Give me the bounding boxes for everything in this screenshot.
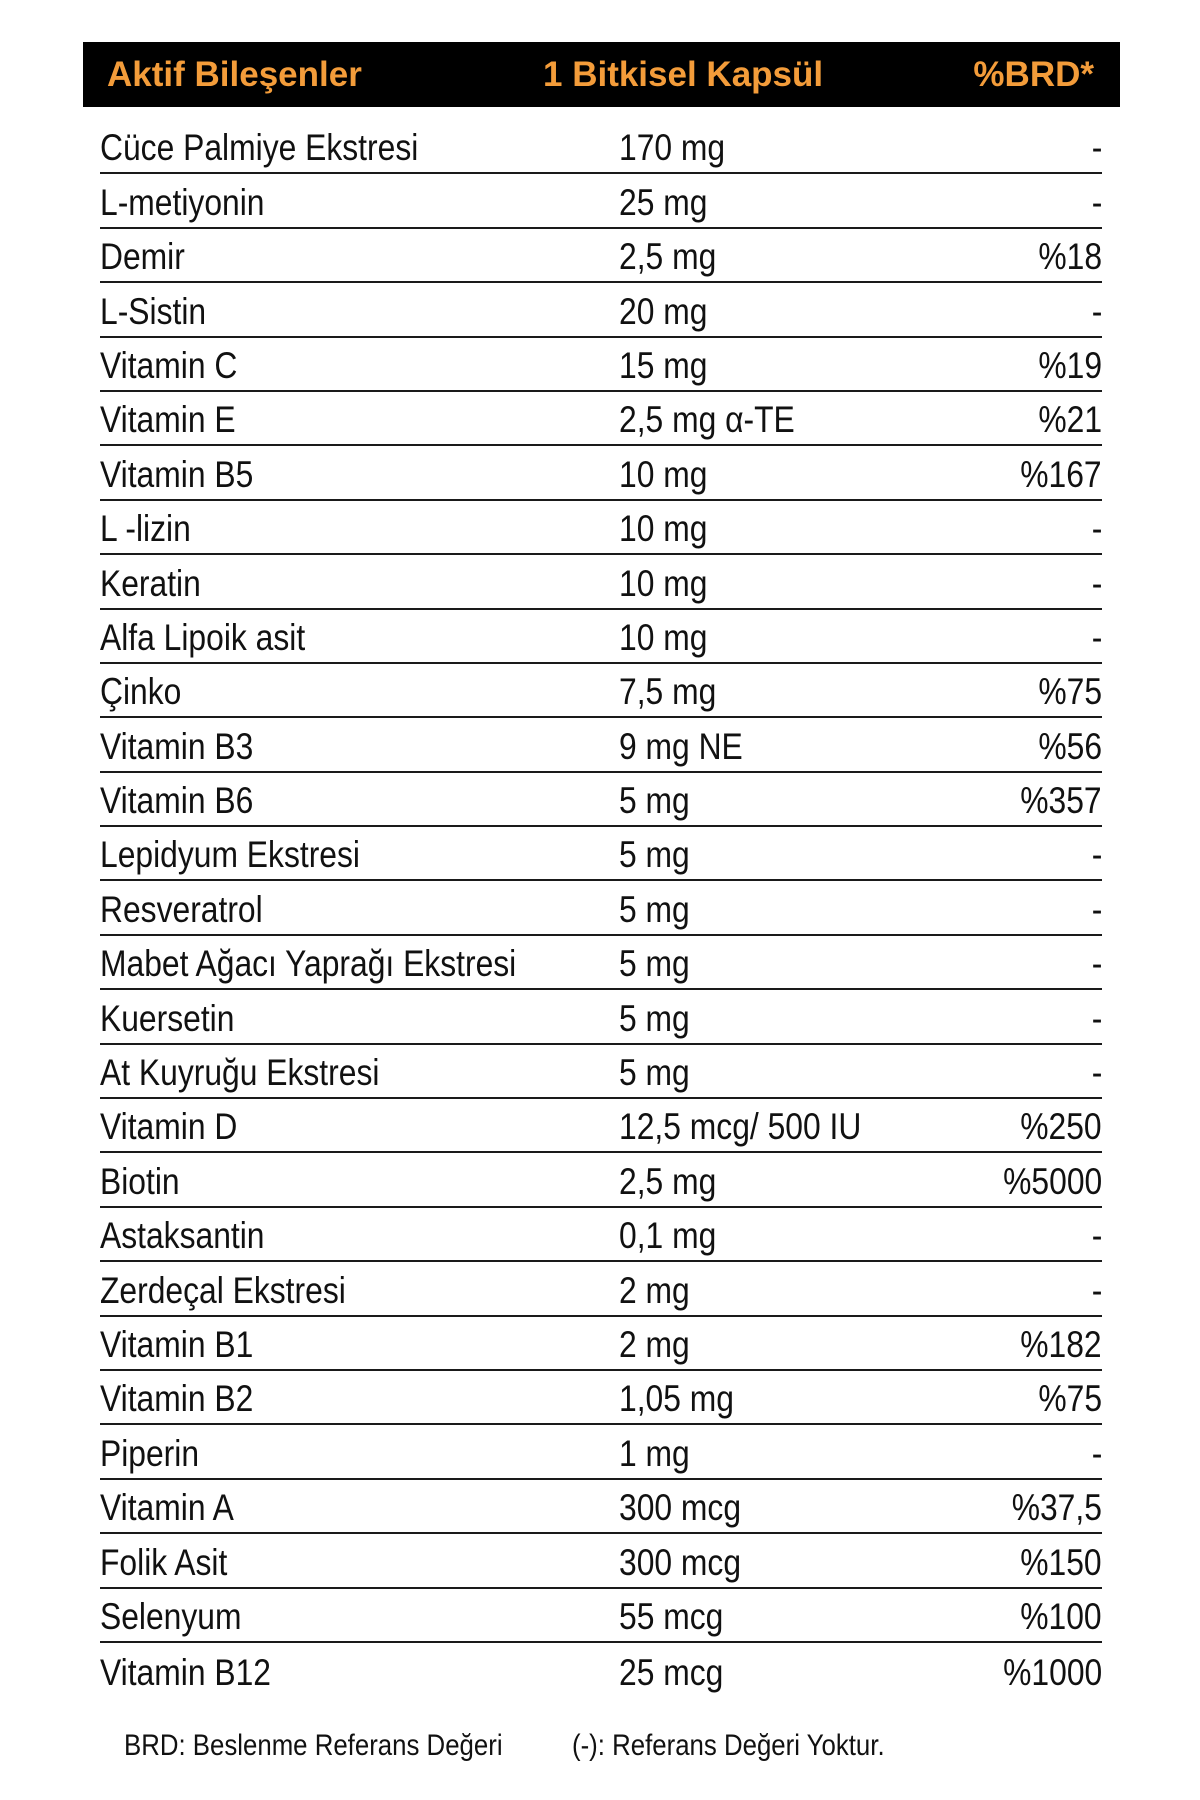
table-row	[100, 1262, 1102, 1316]
ingredient-brd-percent: %357	[1020, 780, 1102, 822]
table-row	[100, 881, 1102, 935]
ingredient-amount: 5 mg	[619, 780, 690, 822]
ingredient-brd-percent: -	[1091, 1269, 1102, 1311]
table-row	[100, 1099, 1102, 1153]
ingredient-amount: 5 mg	[619, 1052, 690, 1094]
table-row	[100, 990, 1102, 1044]
ingredient-name: Mabet Ağacı Yaprağı Ekstresi	[100, 943, 517, 985]
ingredient-brd-percent: %1000	[1002, 1652, 1102, 1694]
column-header-brd: %BRD*	[973, 55, 1094, 94]
ingredient-brd-percent: %182	[1020, 1323, 1102, 1365]
ingredient-brd-percent: %5000	[1002, 1160, 1102, 1202]
ingredient-name: Vitamin A	[100, 1487, 234, 1529]
ingredient-name: Vitamin B1	[100, 1323, 254, 1365]
table-row	[100, 773, 1102, 827]
ingredient-amount: 300 mcg	[619, 1541, 742, 1583]
ingredient-brd-percent: -	[1091, 562, 1102, 604]
ingredient-amount: 7,5 mg	[619, 671, 717, 713]
table-row	[100, 1208, 1102, 1262]
ingredient-amount: 5 mg	[619, 943, 690, 985]
ingredient-amount: 10 mg	[619, 508, 708, 550]
table-row	[100, 1371, 1102, 1425]
footnote-brd-definition: BRD: Beslenme Referans Değeri	[124, 1729, 503, 1762]
ingredient-name: L-Sistin	[100, 290, 207, 332]
table-row	[100, 718, 1102, 772]
ingredient-amount: 55 mcg	[619, 1595, 724, 1637]
ingredient-name: Vitamin B2	[100, 1378, 254, 1420]
ingredient-brd-percent: %37,5	[1011, 1487, 1102, 1529]
column-header-per-capsule: 1 Bitkisel Kapsül	[543, 55, 824, 94]
ingredient-name: Folik Asit	[100, 1541, 228, 1583]
ingredient-amount: 15 mg	[619, 344, 708, 386]
table-row	[100, 1045, 1102, 1099]
ingredient-name: At Kuyruğu Ekstresi	[100, 1052, 380, 1094]
ingredient-brd-percent: %18	[1038, 236, 1102, 278]
ingredient-name: Cüce Palmiye Ekstresi	[100, 127, 419, 169]
table-row	[100, 392, 1102, 446]
ingredient-amount: 9 mg NE	[619, 725, 743, 767]
table-row	[100, 1153, 1102, 1207]
table-row	[100, 120, 1102, 174]
ingredient-brd-percent: -	[1091, 1432, 1102, 1474]
ingredient-name: Biotin	[100, 1160, 180, 1202]
ingredient-name: Lepidyum Ekstresi	[100, 834, 360, 876]
table-row	[100, 1534, 1102, 1588]
table-row	[100, 174, 1102, 228]
ingredient-brd-percent: -	[1091, 508, 1102, 550]
ingredient-name: Keratin	[100, 562, 201, 604]
ingredient-name: Demir	[100, 236, 185, 278]
ingredient-amount: 25 mg	[619, 181, 708, 223]
table-row	[100, 229, 1102, 283]
ingredient-brd-percent: %250	[1020, 1106, 1102, 1148]
ingredient-name: Vitamin B3	[100, 725, 254, 767]
ingredients-table-body	[100, 120, 1102, 1697]
ingredient-amount: 20 mg	[619, 290, 708, 332]
ingredient-brd-percent: -	[1091, 888, 1102, 930]
ingredient-brd-percent: -	[1091, 1052, 1102, 1094]
table-header	[83, 42, 1120, 107]
ingredient-brd-percent: -	[1091, 1215, 1102, 1257]
ingredient-brd-percent: %100	[1020, 1595, 1102, 1637]
table-row	[100, 664, 1102, 718]
ingredient-amount: 2,5 mg α-TE	[619, 399, 795, 441]
ingredient-brd-percent: %75	[1038, 1378, 1102, 1420]
table-row	[100, 501, 1102, 555]
ingredient-name: Resveratrol	[100, 888, 263, 930]
table-row	[100, 283, 1102, 337]
ingredient-amount: 2 mg	[619, 1323, 690, 1365]
ingredient-name: Vitamin E	[100, 399, 236, 441]
column-header-active-ingredients: Aktif Bileşenler	[107, 55, 362, 94]
table-row	[100, 555, 1102, 609]
ingredient-name: Vitamin B12	[100, 1652, 271, 1694]
ingredient-name: Piperin	[100, 1432, 200, 1474]
ingredient-brd-percent: %21	[1038, 399, 1102, 441]
ingredient-brd-percent: -	[1091, 997, 1102, 1039]
ingredient-amount: 2,5 mg	[619, 1160, 717, 1202]
ingredient-brd-percent: -	[1091, 616, 1102, 658]
ingredient-name: Kuersetin	[100, 997, 235, 1039]
ingredient-brd-percent: -	[1091, 290, 1102, 332]
ingredient-amount: 170 mg	[619, 127, 726, 169]
table-row	[100, 1317, 1102, 1371]
ingredient-name: L-metiyonin	[100, 181, 265, 223]
ingredient-name: Selenyum	[100, 1595, 242, 1637]
ingredient-brd-percent: %150	[1020, 1541, 1102, 1583]
table-row	[100, 936, 1102, 990]
ingredient-name: Zerdeçal Ekstresi	[100, 1269, 346, 1311]
table-row	[100, 338, 1102, 392]
ingredient-amount: 10 mg	[619, 453, 708, 495]
ingredient-amount: 5 mg	[619, 834, 690, 876]
ingredient-name: Vitamin D	[100, 1106, 238, 1148]
ingredient-amount: 5 mg	[619, 888, 690, 930]
ingredient-amount: 5 mg	[619, 997, 690, 1039]
ingredient-brd-percent: -	[1091, 834, 1102, 876]
ingredient-amount: 25 mcg	[619, 1652, 724, 1694]
table-row	[100, 446, 1102, 500]
ingredient-name: Astaksantin	[100, 1215, 265, 1257]
ingredient-amount: 2 mg	[619, 1269, 690, 1311]
ingredient-name: Vitamin B6	[100, 780, 254, 822]
ingredient-amount: 2,5 mg	[619, 236, 717, 278]
ingredient-name: L -lizin	[100, 508, 191, 550]
ingredient-brd-percent: -	[1091, 127, 1102, 169]
ingredient-brd-percent: -	[1091, 181, 1102, 223]
table-row	[100, 610, 1102, 664]
ingredient-brd-percent: %56	[1038, 725, 1102, 767]
ingredient-amount: 1,05 mg	[619, 1378, 734, 1420]
ingredient-amount: 300 mcg	[619, 1487, 742, 1529]
ingredient-amount: 0,1 mg	[619, 1215, 717, 1257]
ingredient-name: Çinko	[100, 671, 182, 713]
ingredient-brd-percent: %75	[1038, 671, 1102, 713]
ingredient-name: Vitamin B5	[100, 453, 254, 495]
ingredient-amount: 12,5 mcg/ 500 IU	[619, 1106, 862, 1148]
ingredient-brd-percent: %167	[1020, 453, 1102, 495]
ingredient-name: Alfa Lipoik asit	[100, 616, 306, 658]
ingredient-amount: 10 mg	[619, 616, 708, 658]
ingredient-brd-percent: -	[1091, 943, 1102, 985]
table-row	[100, 827, 1102, 881]
ingredient-brd-percent: %19	[1038, 344, 1102, 386]
ingredient-amount: 1 mg	[619, 1432, 690, 1474]
ingredient-name: Vitamin C	[100, 344, 238, 386]
table-row	[100, 1480, 1102, 1534]
table-row	[100, 1425, 1102, 1479]
table-row	[100, 1643, 1102, 1697]
table-row	[100, 1589, 1102, 1643]
footnote-dash-definition: (-): Referans Değeri Yoktur.	[572, 1729, 885, 1762]
ingredient-amount: 10 mg	[619, 562, 708, 604]
